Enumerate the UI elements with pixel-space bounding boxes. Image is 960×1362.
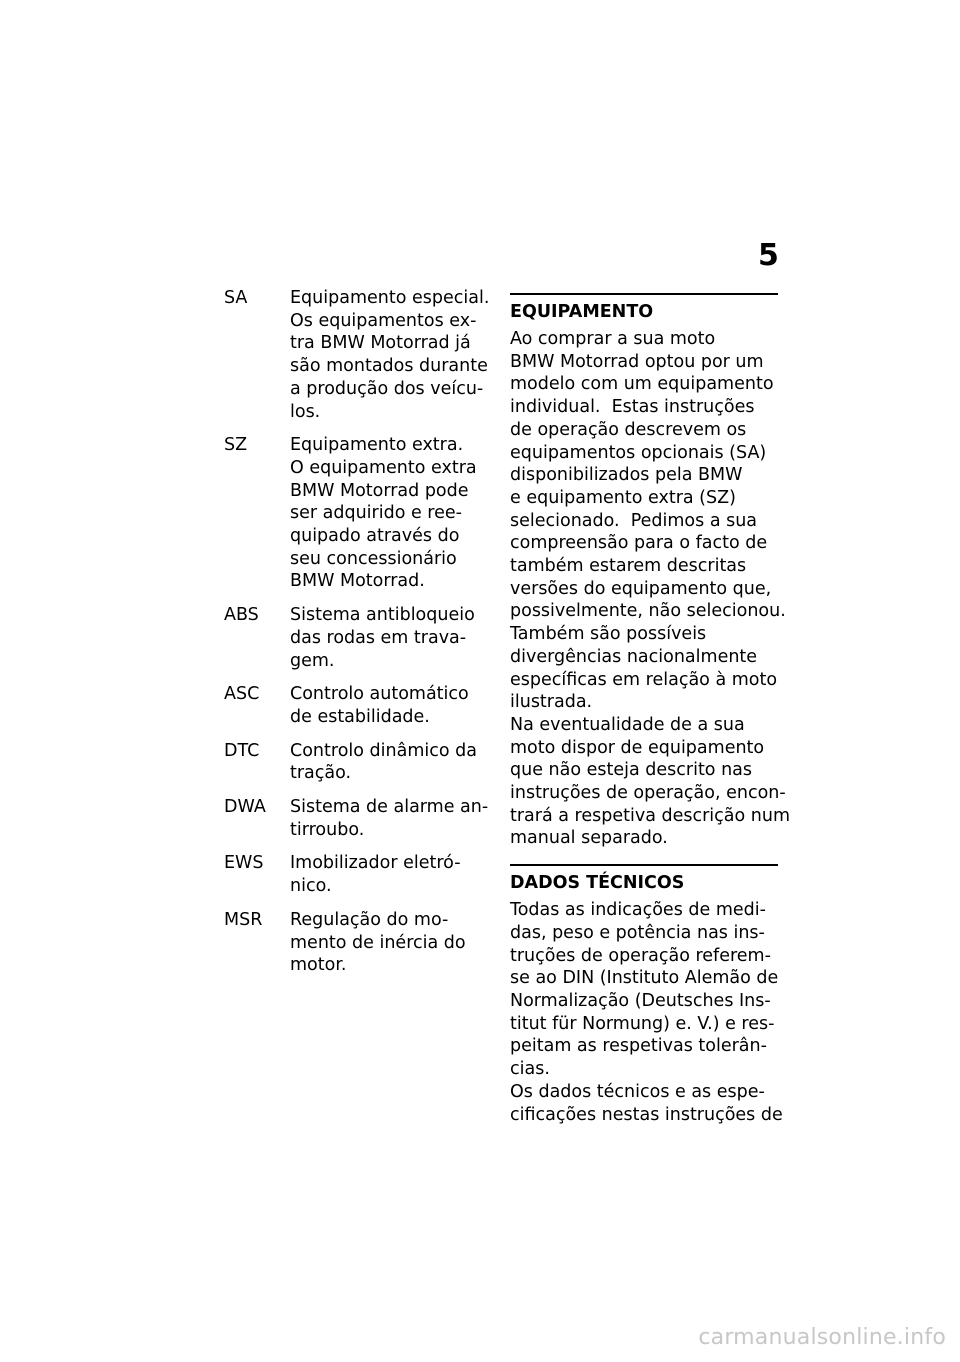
- section-rule: [510, 864, 778, 866]
- definition-line: gem.: [290, 650, 335, 671]
- body-line: específicas em relação à moto: [510, 669, 778, 690]
- definition-line: a produção dos veícu-: [290, 378, 484, 399]
- abbreviation-row: [200, 434, 486, 593]
- abbreviation-term: ASC: [224, 684, 260, 705]
- body-line: peitam as respetivas tolerân-: [510, 1036, 767, 1057]
- body-line: possivelmente, não selecionou.: [510, 601, 786, 622]
- abbreviation-row: [200, 740, 486, 785]
- section-body: [510, 899, 783, 1126]
- definition-line: Controlo automático: [290, 684, 469, 705]
- body-line: truções de operação referem-: [510, 945, 771, 966]
- body-line: instruções de operação, encon-: [510, 783, 786, 804]
- abbreviation-list: [200, 287, 490, 988]
- abbreviation-definition: [290, 604, 486, 672]
- definition-line: seu concessionário: [290, 548, 457, 569]
- definition-line: nico.: [290, 876, 332, 897]
- definition-line: tração.: [290, 763, 352, 784]
- definition-line: Regulação do mo-: [290, 909, 449, 930]
- body-line: manual separado.: [510, 828, 668, 849]
- body-line: de operação descrevem os: [510, 419, 747, 440]
- body-line: cias.: [510, 1059, 550, 1080]
- definition-line: Equipamento especial.: [290, 288, 490, 308]
- definition-line: BMW Motorrad pode: [290, 480, 469, 501]
- abbreviation-row: [200, 909, 486, 977]
- section-heading: EQUIPAMENTO: [510, 302, 654, 322]
- body-line: Também são possíveis: [510, 624, 707, 645]
- abbreviation-term: SZ: [224, 435, 248, 456]
- body-line: divergências nacionalmente: [510, 646, 758, 667]
- section-body: [510, 328, 790, 850]
- body-line: que não esteja descrito nas: [510, 760, 753, 781]
- abbreviation-definition: [290, 796, 489, 841]
- definition-line: de estabilidade.: [290, 706, 430, 727]
- abbreviation-definition: [290, 909, 486, 977]
- abbreviation-row: [200, 683, 486, 728]
- definition-line: tra BMW Motorrad já: [290, 333, 471, 354]
- body-line: Ao comprar a sua moto: [510, 329, 716, 349]
- body-line: Na eventualidade de a sua: [510, 714, 745, 735]
- definition-line: motor.: [290, 955, 347, 976]
- section-equipamento: [510, 293, 790, 850]
- body-line: individual. Estas instruções: [510, 397, 755, 418]
- page-number: 5: [758, 238, 779, 273]
- body-line: compreensão para o facto de: [510, 533, 768, 554]
- abbreviation-definition: [290, 683, 486, 728]
- abbreviation-definition: [290, 740, 486, 785]
- definition-line: Equipamento extra.: [290, 435, 464, 456]
- body-line: modelo com um equipamento: [510, 374, 774, 395]
- definition-line: Sistema de alarme an-: [290, 797, 489, 818]
- body-line: ilustrada.: [510, 692, 593, 713]
- definition-line: los.: [290, 401, 321, 422]
- section-heading: DADOS TÉCNICOS: [510, 873, 685, 894]
- abbreviation-term: MSR: [224, 909, 263, 930]
- definition-line: mento de inércia do: [290, 932, 466, 953]
- body-line: versões do equipamento que,: [510, 578, 772, 599]
- watermark: carmanualsonline.info: [698, 1325, 946, 1350]
- body-line: Normalização (Deutsches Ins-: [510, 990, 771, 1011]
- abbreviation-row: [200, 287, 490, 423]
- definition-line: Sistema antibloqueio: [290, 605, 475, 626]
- body-line: Todas as indicações de medi-: [510, 900, 766, 921]
- abbreviation-term: DTC: [224, 740, 260, 761]
- body-line: disponibilizados pela BMW: [510, 465, 743, 486]
- definition-line: são montados durante: [290, 356, 488, 377]
- definition-line: quipado através do: [290, 526, 460, 547]
- abbreviation-row: [200, 604, 486, 672]
- definition-line: das rodas em trava-: [290, 627, 467, 648]
- body-line: BMW Motorrad optou por um: [510, 351, 764, 372]
- body-line: trará a respetiva descrição num: [510, 805, 790, 826]
- definition-line: BMW Motorrad.: [290, 571, 425, 592]
- abbreviation-term: ABS: [224, 605, 259, 626]
- body-line: também estarem descritas: [510, 556, 747, 577]
- section-rule: [510, 293, 778, 295]
- section-dados-tecnicos: [510, 864, 783, 1126]
- body-line: moto dispor de equipamento: [510, 737, 765, 758]
- abbreviation-term: DWA: [224, 797, 266, 818]
- definition-line: O equipamento extra: [290, 457, 477, 478]
- body-line: e equipamento extra (SZ): [510, 487, 736, 508]
- body-line: titut für Normung) e. V.) e res-: [510, 1013, 775, 1034]
- abbreviation-definition: [290, 287, 490, 423]
- definition-line: ser adquirido e ree-: [290, 503, 462, 524]
- body-line: equipamentos opcionais (SA): [510, 442, 767, 463]
- definition-line: tirroubo.: [290, 819, 365, 840]
- abbreviation-row: [200, 852, 486, 897]
- abbreviation-row: [200, 796, 489, 841]
- body-line: Os dados técnicos e as espe-: [510, 1081, 765, 1102]
- right-column: [510, 293, 790, 1126]
- body-line: das, peso e potência nas ins-: [510, 922, 765, 943]
- abbreviation-term: EWS: [224, 853, 264, 874]
- abbreviation-term: SA: [224, 288, 248, 308]
- definition-line: Controlo dinâmico da: [290, 740, 477, 761]
- body-line: selecionado. Pedimos a sua: [510, 510, 758, 531]
- definition-line: Os equipamentos ex-: [290, 310, 477, 331]
- body-line: cificações nestas instruções de: [510, 1104, 783, 1125]
- abbreviation-definition: [290, 852, 486, 897]
- definition-line: Imobilizador eletró-: [290, 853, 461, 874]
- body-line: se ao DIN (Instituto Alemão de: [510, 968, 779, 989]
- abbreviation-definition: [290, 434, 486, 593]
